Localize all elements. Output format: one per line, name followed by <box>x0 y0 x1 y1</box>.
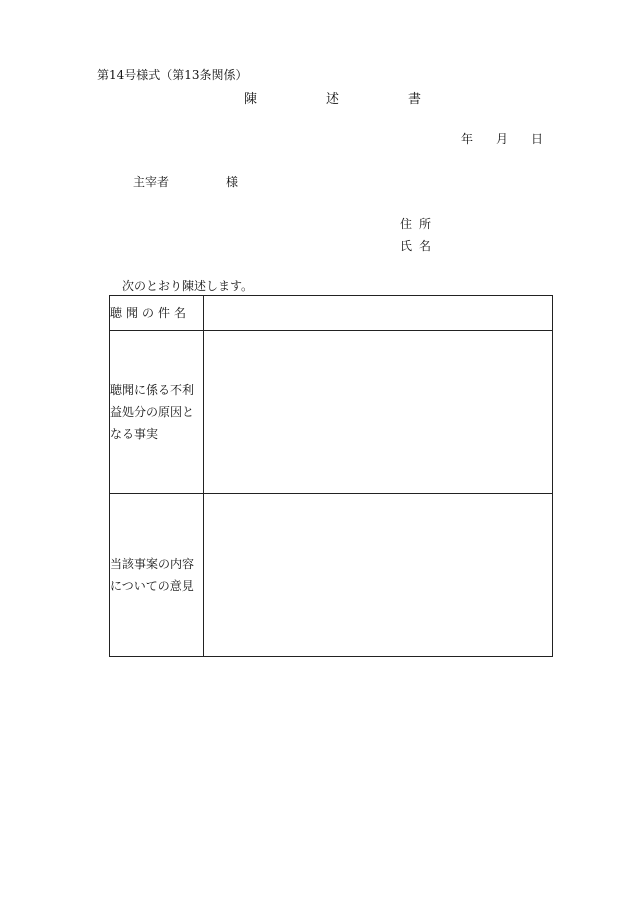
statement-table <box>109 295 553 657</box>
title-char-1: 陳 <box>244 92 258 107</box>
opinion-field[interactable] <box>204 494 553 657</box>
table-row <box>110 296 553 331</box>
table-row <box>110 494 553 657</box>
addressee-label: 主宰者 <box>133 175 170 189</box>
title-char-3: 書 <box>408 92 422 107</box>
facts-label: 聴聞に係る不利益処分の原因となる事実 <box>110 331 204 494</box>
day-label: 日 <box>531 132 544 146</box>
addressee-honorific: 様 <box>226 175 239 189</box>
month-label: 月 <box>496 132 509 146</box>
opinion-label: 当該事案の内容についての意見 <box>110 494 204 657</box>
title-char-2: 述 <box>326 92 340 107</box>
hearing-subject-field[interactable] <box>204 296 553 331</box>
name-label: 氏名 <box>400 239 439 253</box>
hearing-subject-label: 聴聞の件名 <box>110 296 204 331</box>
address-label: 住所 <box>400 217 439 231</box>
facts-field[interactable] <box>204 331 553 494</box>
table-row <box>110 331 553 494</box>
form-number: 第14号様式（第13条関係） <box>97 68 248 82</box>
intro-text: 次のとおり陳述します。 <box>122 279 254 293</box>
year-label: 年 <box>461 132 474 146</box>
